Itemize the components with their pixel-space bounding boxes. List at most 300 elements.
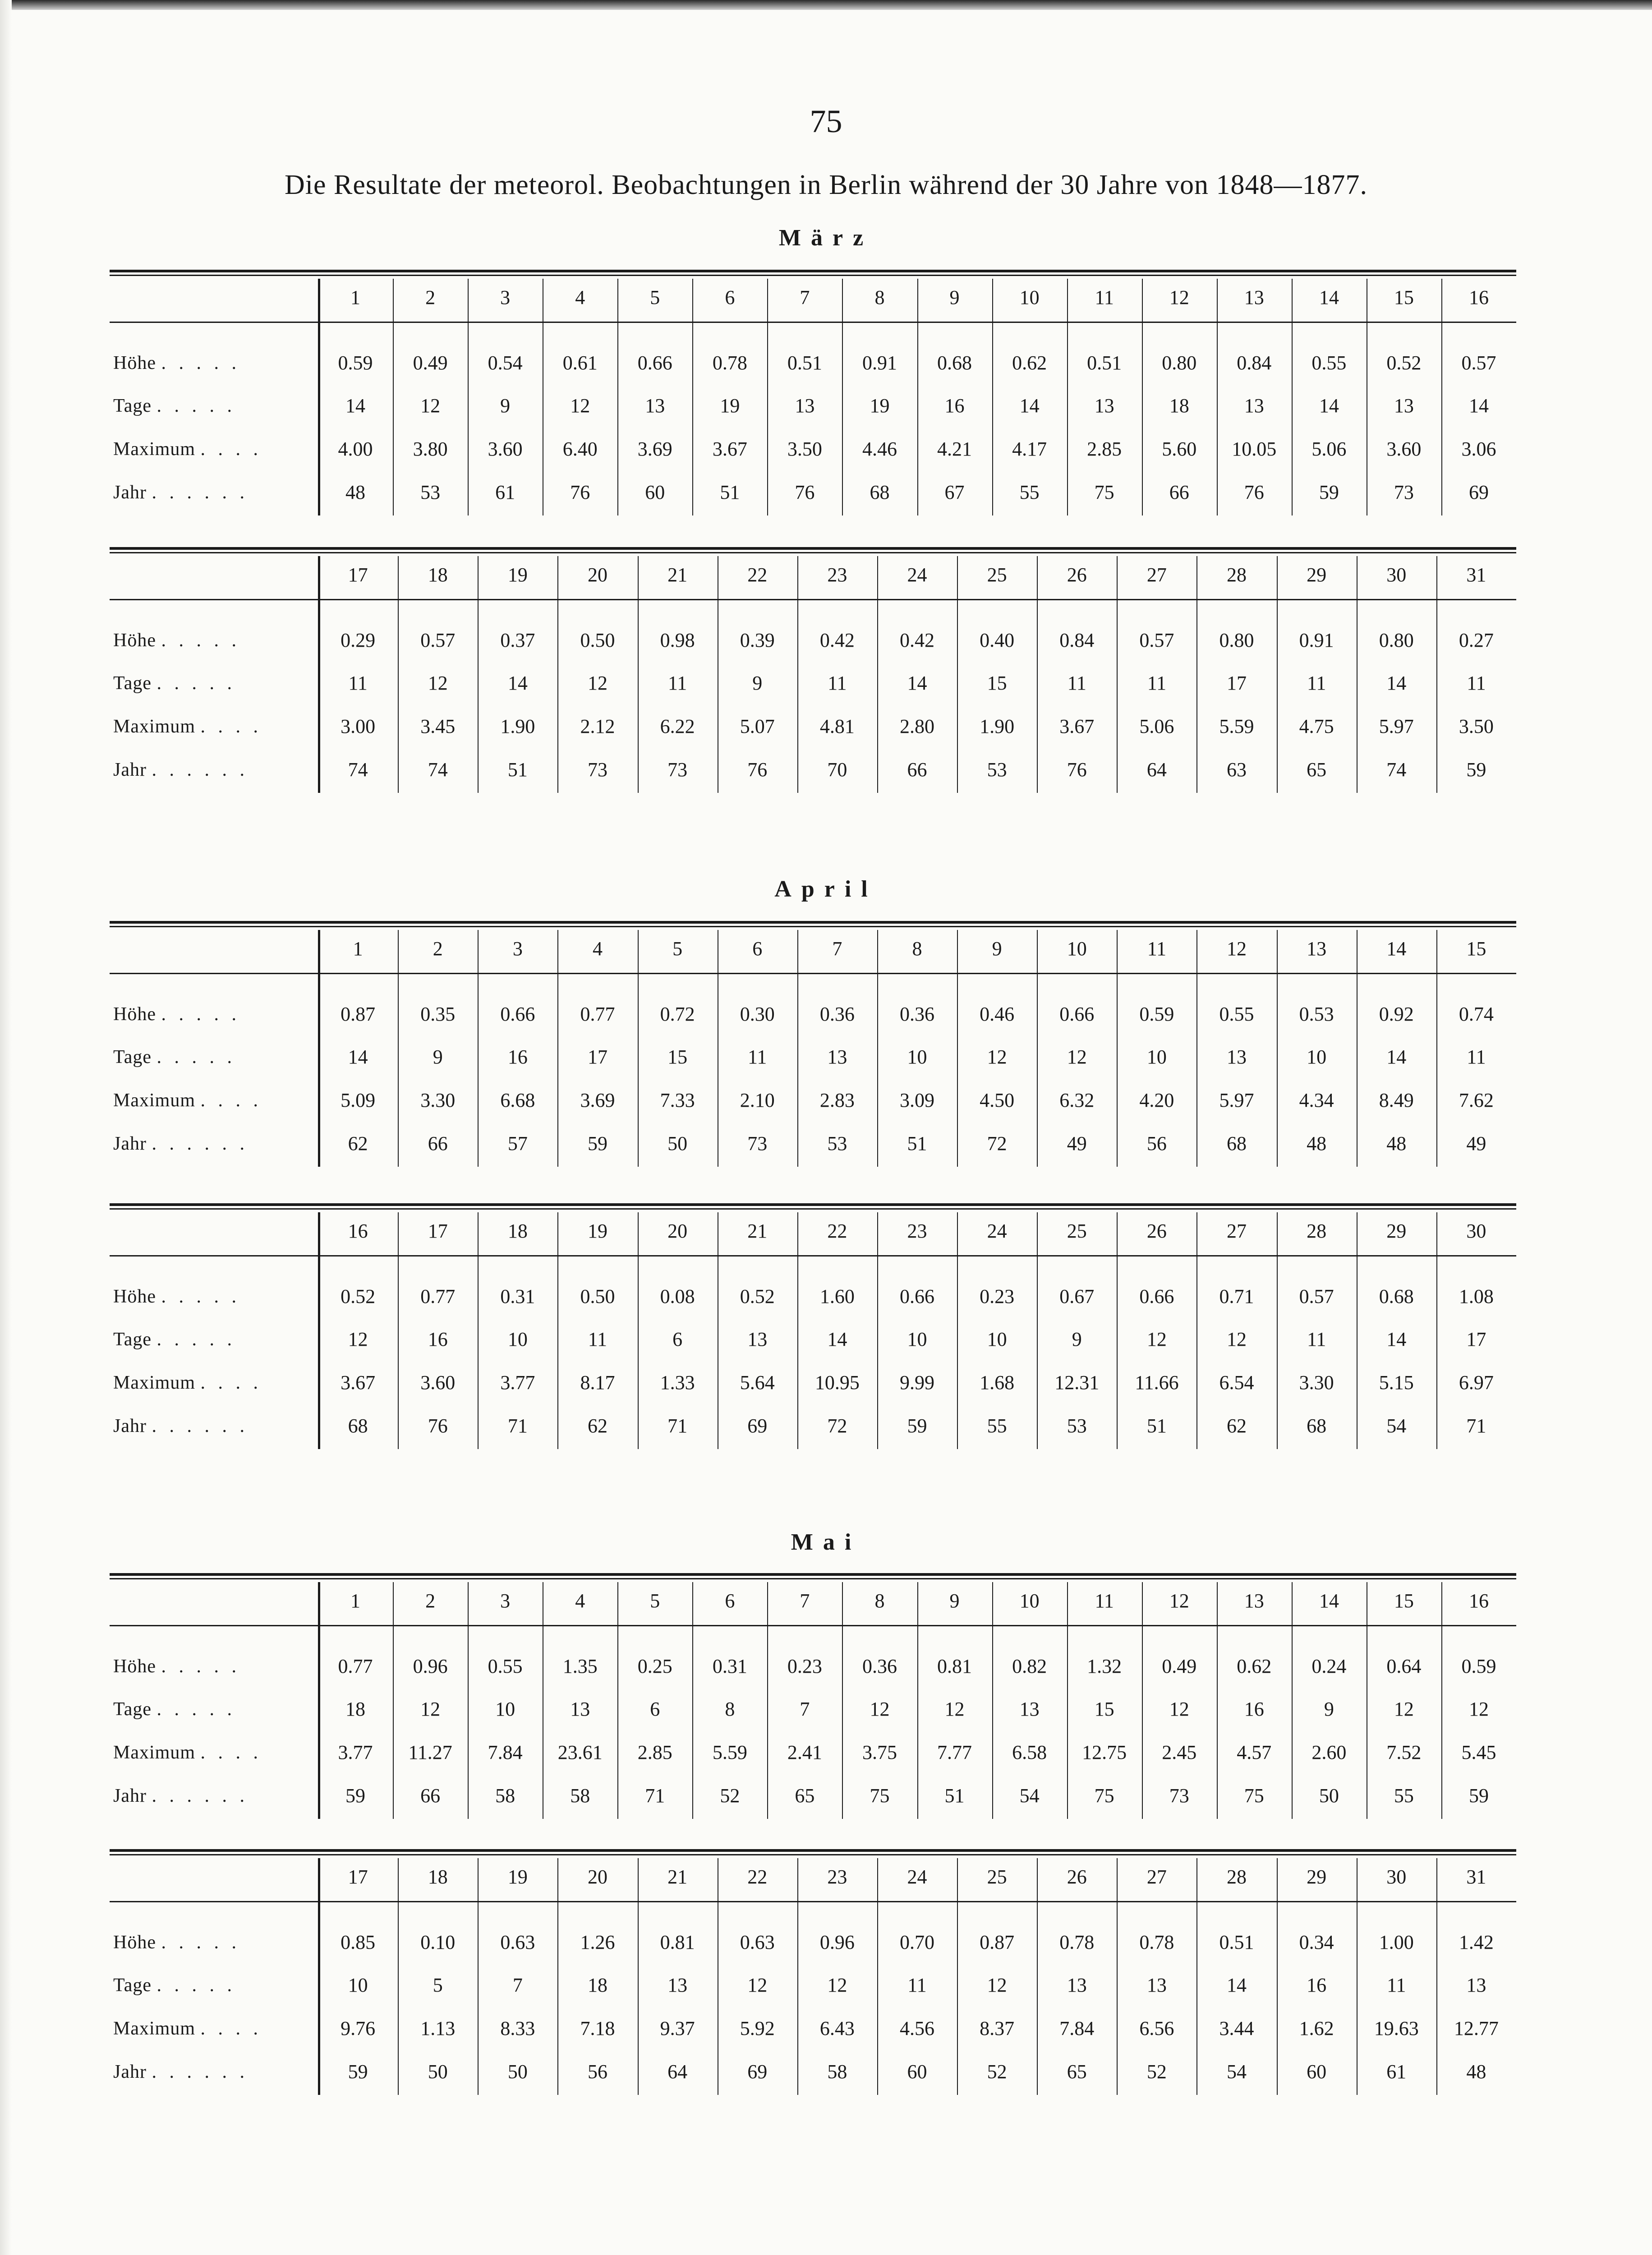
day-header: 15 <box>1394 1590 1414 1612</box>
table-cell: 12.75 <box>1082 1741 1127 1763</box>
table-cell: 9 <box>1072 1328 1082 1350</box>
table-cell: 54 <box>1227 2061 1247 2083</box>
table-cell: 59 <box>907 1415 927 1437</box>
table-cell: 58 <box>495 1785 515 1807</box>
row-label-leader-dots: . . . . . <box>161 630 240 651</box>
row-label <box>113 1287 240 1307</box>
header-divider <box>110 1255 1516 1256</box>
table-cell: 5.92 <box>740 2017 775 2039</box>
table-cell: 68 <box>1227 1132 1247 1155</box>
row-label-text: Maximum <box>113 1372 195 1393</box>
table-cell: 59 <box>1468 1785 1489 1807</box>
table-cell: 17 <box>1466 1328 1486 1350</box>
day-header: 12 <box>1169 1590 1189 1612</box>
table-cell: 12.31 <box>1054 1371 1100 1394</box>
table-cell: 17 <box>587 1046 607 1068</box>
day-header: 3 <box>500 286 511 308</box>
table-cell: 14 <box>1468 395 1489 417</box>
table-cell: 10.95 <box>814 1371 860 1394</box>
table-cell: 66 <box>420 1785 441 1807</box>
table-cell: 11.27 <box>408 1741 452 1763</box>
table-cell: 0.91 <box>1299 629 1334 651</box>
table-cell: 0.52 <box>740 1285 775 1307</box>
table-cell: 0.29 <box>341 629 376 651</box>
table-cell: 0.84 <box>1059 629 1095 651</box>
table-cell: 0.96 <box>819 1931 855 1953</box>
table-cell: 18 <box>345 1698 366 1720</box>
table-cell: 76 <box>1067 759 1087 781</box>
table-cell: 13 <box>1244 395 1264 417</box>
day-header: 22 <box>827 1220 847 1242</box>
row-label-text: Jahr <box>113 1133 147 1154</box>
table-cell: 0.34 <box>1299 1931 1334 1953</box>
table-cell: 7 <box>800 1698 810 1720</box>
page-title: Die Resultate der meteorol. Beobachtungen in Berlin während der 30 Jahre von 1848—1877. <box>284 170 1368 200</box>
table-cell: 0.52 <box>341 1285 376 1307</box>
table-cell: 4.20 <box>1139 1089 1174 1111</box>
table-cell: 3.67 <box>1059 715 1095 737</box>
table-cell: 65 <box>1067 2061 1087 2083</box>
header-divider <box>110 1901 1516 1902</box>
table-cell: 14 <box>348 1046 368 1068</box>
table-cell: 65 <box>1307 759 1327 781</box>
table-cell: 0.66 <box>899 1285 934 1307</box>
row-label <box>113 1091 262 1110</box>
row-label-text: Maximum <box>113 1090 195 1111</box>
table-cell: 12.77 <box>1454 2017 1499 2039</box>
table-cell: 3.30 <box>420 1089 456 1111</box>
row-label-leader-dots: . . . . . <box>161 1656 240 1677</box>
day-header: 2 <box>425 1590 436 1612</box>
month-heading-maerz: März <box>778 225 874 251</box>
row-label <box>113 1004 240 1024</box>
table-cell: 12 <box>747 1974 768 1996</box>
table-cell: 76 <box>570 481 590 503</box>
table-cell: 4.75 <box>1299 715 1334 737</box>
row-label <box>113 1743 262 1763</box>
table-cell: 7 <box>512 1974 523 1996</box>
table-cell: 5.07 <box>740 715 775 737</box>
table-cell: 73 <box>1394 481 1414 503</box>
row-label-leader-dots: . . . . . <box>156 1047 236 1068</box>
table-cell: 74 <box>348 759 368 781</box>
table-cell: 14 <box>1019 395 1040 417</box>
row-label-leader-dots: . . . . . <box>156 1329 236 1350</box>
data-table <box>110 1203 1516 1454</box>
table-cell: 2.85 <box>637 1741 672 1763</box>
table-cell: 3.00 <box>341 715 376 737</box>
table-cell: 2.83 <box>819 1089 855 1111</box>
table-cell: 3.77 <box>500 1371 535 1394</box>
table-cell: 73 <box>747 1132 768 1155</box>
table-cell: 53 <box>987 759 1007 781</box>
row-label-leader-dots: . . . . . <box>161 353 240 373</box>
row-label <box>113 2019 262 2039</box>
table-cell: 11 <box>588 1328 607 1350</box>
table-cell: 0.36 <box>899 1003 934 1025</box>
day-header: 11 <box>1147 938 1167 960</box>
table-cell: 0.39 <box>740 629 775 651</box>
table-cell: 0.08 <box>660 1285 695 1307</box>
day-header: 25 <box>987 564 1007 586</box>
table-cell: 4.56 <box>899 2017 934 2039</box>
table-cell: 70 <box>827 759 847 781</box>
table-cell: 13 <box>1019 1698 1040 1720</box>
table-cell: 13 <box>1146 1974 1167 1996</box>
table-cell: 51 <box>507 759 528 781</box>
row-label-leader-dots: . . . . <box>200 1372 262 1393</box>
table-cell: 1.68 <box>980 1371 1015 1394</box>
table-cell: 0.37 <box>500 629 535 651</box>
day-header: 16 <box>348 1220 368 1242</box>
table-cell: 23.61 <box>557 1741 603 1763</box>
table-cell: 13 <box>827 1046 847 1068</box>
table-cell: 7.84 <box>488 1741 523 1763</box>
day-header: 1 <box>350 1590 361 1612</box>
table-cell: 62 <box>1227 1415 1247 1437</box>
table-cell: 12 <box>420 1698 441 1720</box>
table-cell: 0.52 <box>1386 352 1422 374</box>
data-table <box>110 1849 1516 2099</box>
table-cell: 3.45 <box>420 715 456 737</box>
table-cell: 12 <box>870 1698 890 1720</box>
row-label-text: Tage <box>113 673 152 694</box>
table-cell: 2.41 <box>787 1741 822 1763</box>
table-cell: 0.31 <box>500 1285 535 1307</box>
table-cell: 11 <box>907 1974 927 1996</box>
table-cell: 10.05 <box>1232 438 1277 460</box>
table-cell: 0.98 <box>660 629 695 651</box>
day-header: 28 <box>1227 1866 1247 1888</box>
table-cell: 51 <box>907 1132 927 1155</box>
table-cell: 10 <box>1307 1046 1327 1068</box>
day-header: 13 <box>1307 938 1327 960</box>
table-cell: 3.06 <box>1461 438 1496 460</box>
table-cell: 7.18 <box>580 2017 615 2039</box>
table-cell: 62 <box>348 1132 368 1155</box>
day-header: 7 <box>800 1590 810 1612</box>
day-header: 17 <box>428 1220 448 1242</box>
table-cell: 18 <box>587 1974 607 1996</box>
table-cell: 0.77 <box>420 1285 456 1307</box>
table-cell: 16 <box>1244 1698 1264 1720</box>
day-header: 9 <box>992 938 1002 960</box>
table-cell: 11 <box>667 672 687 694</box>
table-cell: 58 <box>827 2061 847 2083</box>
table-cell: 51 <box>1146 1415 1167 1437</box>
table-cell: 0.85 <box>341 1931 376 1953</box>
table-cell: 14 <box>827 1328 847 1350</box>
table-cell: 1.60 <box>819 1285 855 1307</box>
table-cell: 0.46 <box>980 1003 1015 1025</box>
table-cell: 5.09 <box>341 1089 376 1111</box>
table-cell: 1.62 <box>1299 2017 1334 2039</box>
table-cell: 4.50 <box>980 1089 1015 1111</box>
table-cell: 13 <box>1067 1974 1087 1996</box>
day-header: 14 <box>1319 1590 1339 1612</box>
table-cell: 0.50 <box>580 629 615 651</box>
day-header: 29 <box>1386 1220 1407 1242</box>
table-cell: 11 <box>1307 1328 1326 1350</box>
table-cell: 66 <box>907 759 927 781</box>
table-cell: 0.61 <box>562 352 598 374</box>
table-cell: 63 <box>1227 759 1247 781</box>
table-cell: 11 <box>748 1046 767 1068</box>
table-cell: 60 <box>1307 2061 1327 2083</box>
day-header: 3 <box>512 938 523 960</box>
table-top-rule <box>110 921 1516 927</box>
day-header: 10 <box>1019 1590 1040 1612</box>
table-cell: 9 <box>500 395 511 417</box>
day-header: 20 <box>587 1866 607 1888</box>
table-cell: 3.67 <box>341 1371 376 1394</box>
table-cell: 60 <box>907 2061 927 2083</box>
table-cell: 3.75 <box>862 1741 897 1763</box>
table-cell: 11 <box>828 672 847 694</box>
table-cell: 12 <box>1067 1046 1087 1068</box>
table-cell: 0.78 <box>1059 1931 1095 1953</box>
row-label-text: Höhe <box>113 1932 156 1953</box>
day-header: 20 <box>587 564 607 586</box>
row-label-leader-dots: . . . . <box>200 1742 262 1763</box>
table-cell: 0.81 <box>660 1931 695 1953</box>
day-header: 29 <box>1307 1866 1327 1888</box>
table-cell: 9 <box>433 1046 443 1068</box>
table-cell: 0.35 <box>420 1003 456 1025</box>
row-label <box>113 1373 262 1393</box>
table-cell: 13 <box>570 1698 590 1720</box>
table-cell: 5.06 <box>1139 715 1174 737</box>
day-header: 19 <box>587 1220 607 1242</box>
table-cell: 0.62 <box>1237 1655 1272 1677</box>
table-cell: 3.60 <box>488 438 523 460</box>
table-cell: 0.78 <box>712 352 747 374</box>
table-cell: 14 <box>1227 1974 1247 1996</box>
table-cell: 48 <box>1386 1132 1407 1155</box>
table-cell: 5.97 <box>1379 715 1414 737</box>
table-cell: 1.35 <box>562 1655 598 1677</box>
day-header: 14 <box>1319 286 1339 308</box>
row-label <box>113 1975 236 1995</box>
table-cell: 0.51 <box>1219 1931 1254 1953</box>
row-label-leader-dots: . . . . . . <box>152 1133 248 1154</box>
table-cell: 0.57 <box>1139 629 1174 651</box>
day-header: 18 <box>428 1866 448 1888</box>
table-cell: 0.66 <box>500 1003 535 1025</box>
table-cell: 5.15 <box>1379 1371 1414 1394</box>
table-cell: 8.49 <box>1379 1089 1414 1111</box>
table-cell: 0.80 <box>1379 629 1414 651</box>
day-header: 20 <box>667 1220 688 1242</box>
table-cell: 4.17 <box>1012 438 1047 460</box>
table-cell: 5.59 <box>712 1741 747 1763</box>
table-cell: 59 <box>1466 759 1486 781</box>
table-cell: 12 <box>1468 1698 1489 1720</box>
day-header: 17 <box>348 564 368 586</box>
table-cell: 9 <box>752 672 763 694</box>
table-cell: 12 <box>827 1974 847 1996</box>
table-cell: 4.46 <box>862 438 897 460</box>
table-cell: 0.30 <box>740 1003 775 1025</box>
table-cell: 19 <box>720 395 740 417</box>
row-label-leader-dots: . . . . . <box>161 1932 240 1953</box>
table-cell: 11 <box>1387 1974 1406 1996</box>
day-header: 1 <box>350 286 361 308</box>
table-cell: 11 <box>1067 672 1086 694</box>
row-label <box>113 396 236 416</box>
row-label <box>113 673 236 693</box>
header-divider <box>110 599 1516 600</box>
day-header: 18 <box>507 1220 528 1242</box>
table-cell: 0.59 <box>1139 1003 1174 1025</box>
table-cell: 3.77 <box>338 1741 373 1763</box>
day-header: 25 <box>1067 1220 1087 1242</box>
table-cell: 75 <box>870 1785 890 1807</box>
table-cell: 12 <box>420 395 441 417</box>
table-cell: 53 <box>827 1132 847 1155</box>
table-cell: 5.59 <box>1219 715 1254 737</box>
table-cell: 0.63 <box>500 1931 535 1953</box>
table-cell: 0.51 <box>1087 352 1122 374</box>
table-cell: 2.12 <box>580 715 615 737</box>
table-cell: 0.96 <box>413 1655 448 1677</box>
table-cell: 10 <box>348 1974 368 1996</box>
table-cell: 6.68 <box>500 1089 535 1111</box>
row-label-text: Maximum <box>113 2018 195 2039</box>
table-cell: 0.66 <box>1139 1285 1174 1307</box>
table-cell: 13 <box>645 395 665 417</box>
row-label-text: Höhe <box>113 1656 156 1677</box>
row-label-text: Tage <box>113 1047 152 1068</box>
table-cell: 58 <box>570 1785 590 1807</box>
table-cell: 12 <box>570 395 590 417</box>
table-cell: 75 <box>1244 1785 1264 1807</box>
table-cell: 14 <box>907 672 927 694</box>
table-cell: 1.26 <box>580 1931 615 1953</box>
page-number: 75 <box>810 103 842 139</box>
day-header: 11 <box>1095 1590 1114 1612</box>
table-cell: 0.55 <box>1219 1003 1254 1025</box>
table-cell: 73 <box>587 759 607 781</box>
table-cell: 0.71 <box>1219 1285 1254 1307</box>
row-label <box>113 760 248 780</box>
table-cell: 0.42 <box>819 629 855 651</box>
table-top-rule <box>110 270 1516 276</box>
row-label-leader-dots: . . . . <box>200 1090 262 1111</box>
table-cell: 12 <box>1394 1698 1414 1720</box>
table-cell: 12 <box>1227 1328 1247 1350</box>
table-cell: 55 <box>987 1415 1007 1437</box>
day-header: 25 <box>987 1866 1007 1888</box>
table-cell: 9 <box>1324 1698 1334 1720</box>
day-header: 30 <box>1386 1866 1407 1888</box>
table-cell: 0.92 <box>1379 1003 1414 1025</box>
table-cell: 56 <box>1146 1132 1167 1155</box>
table-cell: 5.06 <box>1311 438 1347 460</box>
table-cell: 17 <box>1227 672 1247 694</box>
table-cell: 74 <box>1386 759 1407 781</box>
row-label <box>113 1330 236 1349</box>
day-header: 6 <box>752 938 763 960</box>
table-cell: 64 <box>1146 759 1167 781</box>
row-label <box>113 1786 248 1806</box>
table-cell: 19 <box>870 395 890 417</box>
table-cell: 7.84 <box>1059 2017 1095 2039</box>
header-divider <box>110 322 1516 323</box>
table-cell: 67 <box>944 481 965 503</box>
table-cell: 19.63 <box>1374 2017 1419 2039</box>
table-cell: 16 <box>1307 1974 1327 1996</box>
day-header: 6 <box>725 1590 735 1612</box>
scan-left-edge <box>0 0 12 2255</box>
table-cell: 0.51 <box>787 352 822 374</box>
day-header: 31 <box>1466 564 1486 586</box>
row-label-text: Maximum <box>113 439 195 460</box>
table-cell: 4.57 <box>1237 1741 1272 1763</box>
table-cell: 50 <box>428 2061 448 2083</box>
table-cell: 14 <box>1386 672 1407 694</box>
table-cell: 3.60 <box>1386 438 1422 460</box>
table-cell: 60 <box>645 481 665 503</box>
table-top-rule <box>110 1849 1516 1855</box>
day-header: 9 <box>949 1590 960 1612</box>
header-divider <box>110 1625 1516 1626</box>
table-cell: 0.57 <box>1299 1285 1334 1307</box>
row-label <box>113 1134 248 1154</box>
day-header: 26 <box>1067 564 1087 586</box>
table-cell: 10 <box>907 1328 927 1350</box>
row-label-text: Jahr <box>113 759 147 780</box>
row-label-leader-dots: . . . . . . <box>152 482 248 503</box>
day-header: 28 <box>1227 564 1247 586</box>
table-cell: 2.45 <box>1162 1741 1197 1763</box>
table-cell: 0.81 <box>937 1655 972 1677</box>
row-label-text: Höhe <box>113 1286 156 1307</box>
day-header: 11 <box>1095 286 1114 308</box>
table-cell: 11 <box>1307 672 1326 694</box>
table-cell: 53 <box>420 481 441 503</box>
row-label-text: Tage <box>113 1975 152 1996</box>
table-cell: 49 <box>1466 1132 1486 1155</box>
table-cell: 5.45 <box>1461 1741 1496 1763</box>
day-header: 4 <box>575 286 585 308</box>
table-cell: 0.84 <box>1237 352 1272 374</box>
table-cell: 15 <box>1094 1698 1114 1720</box>
table-cell: 75 <box>1094 1785 1114 1807</box>
table-cell: 0.23 <box>787 1655 822 1677</box>
table-cell: 0.10 <box>420 1931 456 1953</box>
table-cell: 0.74 <box>1459 1003 1494 1025</box>
day-header: 24 <box>907 564 927 586</box>
table-cell: 0.25 <box>637 1655 672 1677</box>
table-cell: 0.42 <box>899 629 934 651</box>
table-cell: 13 <box>667 1974 688 1996</box>
table-cell: 72 <box>987 1132 1007 1155</box>
table-cell: 12 <box>987 1046 1007 1068</box>
table-cell: 0.27 <box>1459 629 1494 651</box>
table-cell: 69 <box>747 1415 768 1437</box>
table-cell: 2.60 <box>1311 1741 1347 1763</box>
day-header: 22 <box>747 1866 768 1888</box>
table-cell: 2.10 <box>740 1089 775 1111</box>
day-header: 12 <box>1227 938 1247 960</box>
table-cell: 11 <box>1467 672 1486 694</box>
table-cell: 76 <box>795 481 815 503</box>
day-header: 31 <box>1466 1866 1486 1888</box>
table-cell: 0.62 <box>1012 352 1047 374</box>
row-label-text: Jahr <box>113 482 147 503</box>
table-cell: 13 <box>1394 395 1414 417</box>
